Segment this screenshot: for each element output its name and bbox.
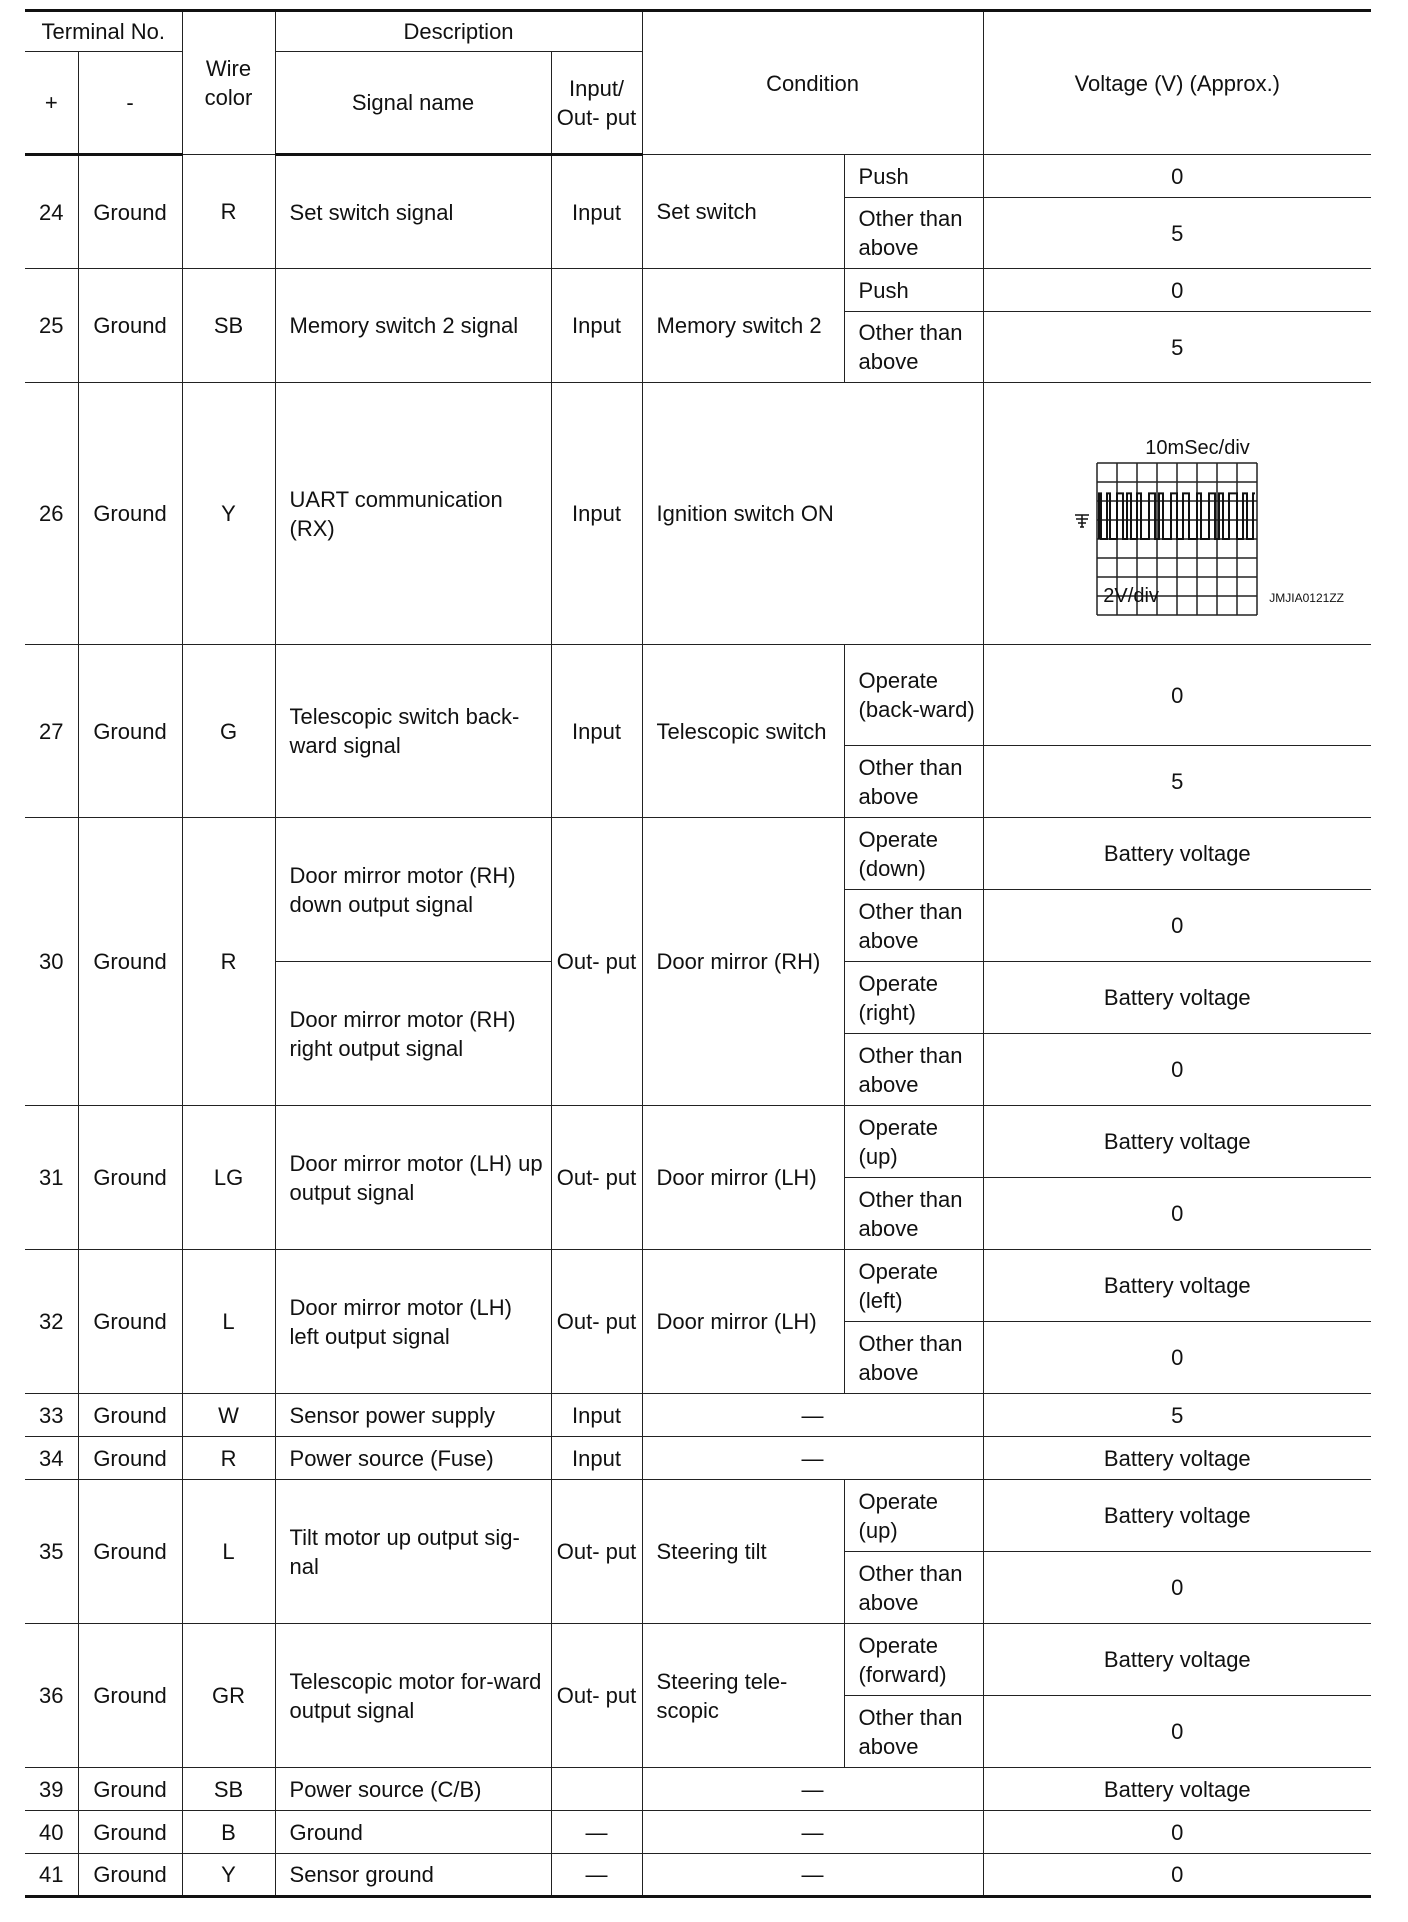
voltage-value: 0 [983,1552,1371,1624]
table-row [25,818,1371,890]
sub-condition: Other than above [844,1178,983,1250]
voltage-value: 0 [983,1696,1371,1768]
table-row [25,1624,1371,1696]
table-row [25,155,1371,198]
header-wire-color: Wire color [182,11,275,155]
voltage-value: 0 [983,1811,1371,1854]
sub-condition: Other than above [844,312,983,383]
condition: Memory switch 2 [642,269,844,383]
voltage-value: Battery voltage [983,1437,1371,1480]
signal-name: Door mirror motor (RH) down output signal [275,818,551,962]
sub-condition: Other than above [844,1552,983,1624]
input-output: — [551,1811,642,1854]
input-output: Input [551,269,642,383]
voltage-waveform [983,383,1371,645]
terminal-plus: 32 [25,1250,78,1394]
table-row [25,1480,1371,1552]
wire-color: R [182,818,275,1106]
input-output: Out- put [551,1106,642,1250]
terminal-spec-table [25,9,1371,1898]
terminal-plus: 30 [25,818,78,1106]
terminal-minus: Ground [78,1480,182,1624]
signal-name: Door mirror motor (LH) left output signal [275,1250,551,1394]
input-output: Input [551,1394,642,1437]
oscilloscope-figure [1017,409,1344,619]
wire-color: L [182,1480,275,1624]
input-output: Out- put [551,818,642,1106]
terminal-minus: Ground [78,1624,182,1768]
table-row [25,269,1371,312]
terminal-plus: 33 [25,1394,78,1437]
sub-condition: Operate (up) [844,1480,983,1552]
time-division-label: 10mSec/div [1145,436,1250,459]
terminal-plus: 26 [25,383,78,645]
voltage-division-label: 2V/div [1103,584,1159,607]
sub-condition: Other than above [844,1322,983,1394]
wire-color: LG [182,1106,275,1250]
wire-color: Y [182,1854,275,1897]
terminal-minus: Ground [78,1854,182,1897]
terminal-minus: Ground [78,1768,182,1811]
condition: Door mirror (RH) [642,818,844,1106]
table-row [25,1854,1371,1897]
terminal-minus: Ground [78,383,182,645]
terminal-minus: Ground [78,1437,182,1480]
signal-name: Tilt motor up output sig-nal [275,1480,551,1624]
voltage-value: 0 [983,1178,1371,1250]
signal-name: Telescopic switch back-ward signal [275,645,551,818]
signal-name: Door mirror motor (LH) up output signal [275,1106,551,1250]
table-row [25,1811,1371,1854]
terminal-minus: Ground [78,1106,182,1250]
sub-condition: Operate (down) [844,818,983,890]
voltage-value: 0 [983,890,1371,962]
voltage-value: 0 [983,1322,1371,1394]
signal-name: Door mirror motor (RH) right output signal [275,962,551,1106]
sub-condition: Other than above [844,1696,983,1768]
voltage-value: Battery voltage [983,1624,1371,1696]
wire-color: B [182,1811,275,1854]
condition: Door mirror (LH) [642,1106,844,1250]
sub-condition: Operate (forward) [844,1624,983,1696]
signal-name: Memory switch 2 signal [275,269,551,383]
header-terminal-no: Terminal No. [25,11,182,52]
terminal-plus: 40 [25,1811,78,1854]
header-voltage: Voltage (V) (Approx.) [983,11,1371,155]
header-description: Description [275,11,642,52]
condition: — [642,1854,983,1897]
voltage-value: Battery voltage [983,1106,1371,1178]
terminal-plus: 39 [25,1768,78,1811]
input-output: Input [551,383,642,645]
voltage-value: 5 [983,1394,1371,1437]
table-row [25,1437,1371,1480]
signal-name: Sensor ground [275,1854,551,1897]
condition: Set switch [642,155,844,269]
voltage-value: 5 [983,198,1371,269]
input-output: Input [551,645,642,818]
condition: Steering tilt [642,1480,844,1624]
sub-condition: Push [844,155,983,198]
voltage-value: 0 [983,269,1371,312]
terminal-minus: Ground [78,1394,182,1437]
voltage-value: 5 [983,746,1371,818]
table-row [25,1250,1371,1322]
header-signal-name: Signal name [275,52,551,155]
voltage-value: 5 [983,312,1371,383]
table-row [25,1768,1371,1811]
terminal-minus: Ground [78,155,182,269]
terminal-minus: Ground [78,818,182,1106]
signal-name: Telescopic motor for-ward output signal [275,1624,551,1768]
voltage-value: Battery voltage [983,1250,1371,1322]
wire-color: SB [182,269,275,383]
condition: — [642,1437,983,1480]
input-output [551,1768,642,1811]
signal-name: UART communication (RX) [275,383,551,645]
signal-name: Power source (C/B) [275,1768,551,1811]
signal-name: Sensor power supply [275,1394,551,1437]
voltage-value: 0 [983,155,1371,198]
input-output: Input [551,155,642,269]
condition: Door mirror (LH) [642,1250,844,1394]
voltage-value: Battery voltage [983,1768,1371,1811]
voltage-value: Battery voltage [983,818,1371,890]
wire-color: R [182,155,275,269]
figure-id: JMJIA0121ZZ [1269,590,1344,605]
terminal-minus: Ground [78,269,182,383]
condition: — [642,1811,983,1854]
voltage-value: 0 [983,645,1371,746]
header-input-output: Input/ Out- put [551,52,642,155]
sub-condition: Other than above [844,890,983,962]
terminal-plus: 24 [25,155,78,269]
table-row [25,1106,1371,1178]
sub-condition: Operate (left) [844,1250,983,1322]
terminal-plus: 35 [25,1480,78,1624]
input-output: Out- put [551,1250,642,1394]
terminal-plus: 36 [25,1624,78,1768]
voltage-value: 0 [983,1854,1371,1897]
wire-color: L [182,1250,275,1394]
sub-condition: Other than above [844,198,983,269]
input-output: Input [551,1437,642,1480]
wire-color: W [182,1394,275,1437]
terminal-plus: 31 [25,1106,78,1250]
sub-condition: Other than above [844,746,983,818]
wire-color: Y [182,383,275,645]
wire-color: GR [182,1624,275,1768]
sub-condition: Other than above [844,1034,983,1106]
wire-color: SB [182,1768,275,1811]
header-plus: + [25,52,78,155]
terminal-minus: Ground [78,645,182,818]
wire-color: G [182,645,275,818]
signal-name: Ground [275,1811,551,1854]
header-condition: Condition [642,11,983,155]
wire-color: R [182,1437,275,1480]
voltage-value: 0 [983,1034,1371,1106]
condition: Steering tele-scopic [642,1624,844,1768]
voltage-value: Battery voltage [983,1480,1371,1552]
terminal-minus: Ground [78,1250,182,1394]
table-row [25,645,1371,746]
condition: — [642,1394,983,1437]
terminal-plus: 25 [25,269,78,383]
condition: Ignition switch ON [642,383,983,645]
input-output: Out- put [551,1624,642,1768]
terminal-minus: Ground [78,1811,182,1854]
table-row [25,1394,1371,1437]
sub-condition: Push [844,269,983,312]
input-output: Out- put [551,1480,642,1624]
voltage-value: Battery voltage [983,962,1371,1034]
terminal-plus: 27 [25,645,78,818]
signal-name: Set switch signal [275,155,551,269]
condition: — [642,1768,983,1811]
input-output: — [551,1854,642,1897]
sub-condition: Operate (back-ward) [844,645,983,746]
sub-condition: Operate (up) [844,1106,983,1178]
table-row [25,383,1371,645]
terminal-plus: 41 [25,1854,78,1897]
signal-name: Power source (Fuse) [275,1437,551,1480]
condition: Telescopic switch [642,645,844,818]
header-minus: - [78,52,182,155]
terminal-plus: 34 [25,1437,78,1480]
sub-condition: Operate (right) [844,962,983,1034]
